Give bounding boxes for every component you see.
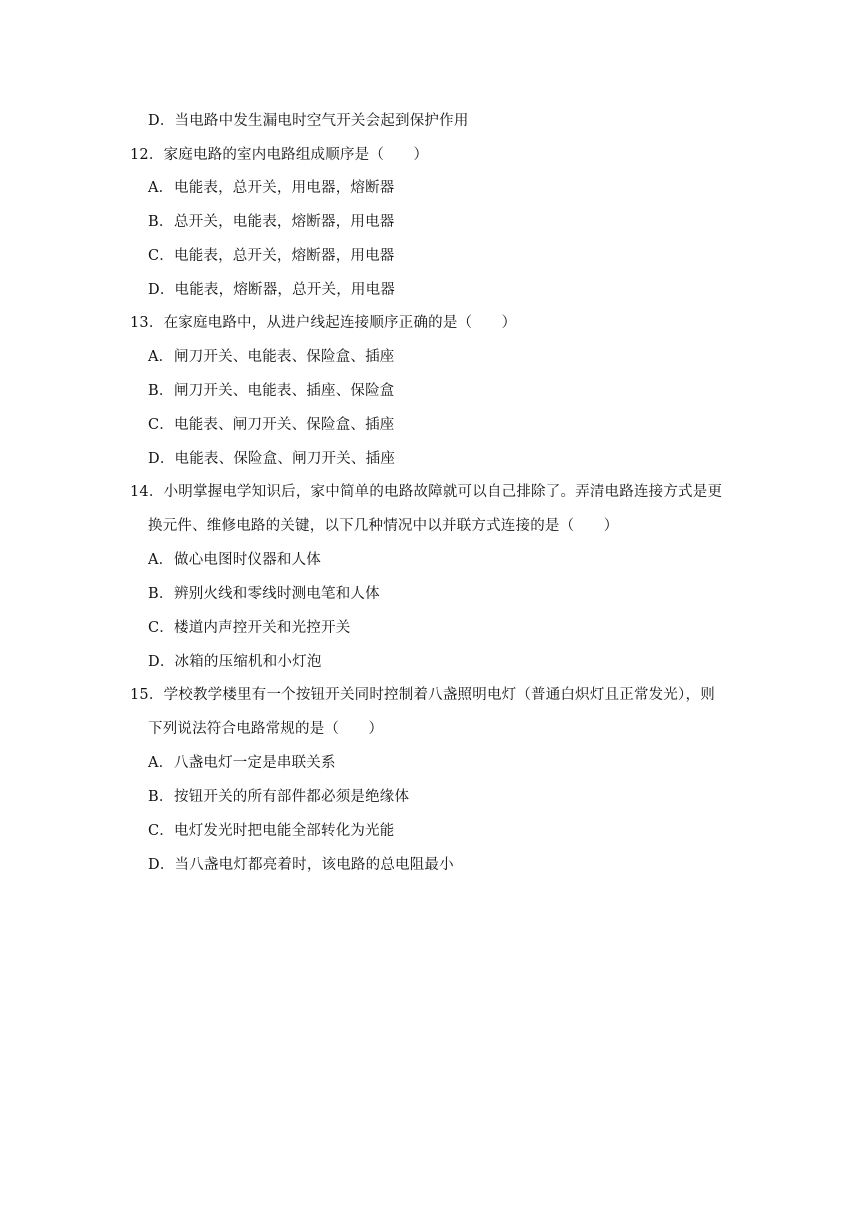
question-12-option-b <box>148 212 395 232</box>
option-letter: D． <box>148 113 175 129</box>
question-text: 换元件、维修电路的关键，以下几种情况中以并联方式连接的是（ ） <box>148 518 619 534</box>
question-number: 13． <box>130 315 164 331</box>
question-number: 15． <box>130 687 164 703</box>
question-text: 小明掌握电学知识后，家中简单的电路故障就可以自己排除了。弄清电路连接方式是更 <box>163 484 723 500</box>
option-letter: A． <box>148 552 174 568</box>
option-text: 电能表、闸刀开关、保险盒、插座 <box>174 417 395 433</box>
option-letter: D． <box>148 857 175 873</box>
question-13-option-a <box>148 347 395 367</box>
option-letter: B． <box>148 789 174 805</box>
question-12-stem <box>130 145 428 165</box>
option-text: 电灯发光时把电能全部转化为光能 <box>174 823 395 839</box>
question-text: 在家庭电路中，从进户线起连接顺序正确的是（ ） <box>163 315 517 331</box>
question-number: 12． <box>130 147 164 163</box>
question-text: 下列说法符合电路常规的是（ ） <box>148 721 384 737</box>
option-text: 做心电图时仪器和人体 <box>174 552 321 568</box>
question-text: 家庭电路的室内电路组成顺序是（ ） <box>163 147 429 163</box>
option-letter: C． <box>148 248 174 264</box>
question-12-option-d <box>148 280 395 300</box>
option-text: 楼道内声控开关和光控开关 <box>174 620 351 636</box>
question-15-option-c <box>148 821 395 841</box>
option-text: 当八盏电灯都亮着时，该电路的总电阻最小 <box>174 857 454 873</box>
option-letter: D． <box>148 451 175 467</box>
option-text: 辨别火线和零线时测电笔和人体 <box>174 586 380 602</box>
option-letter: C． <box>148 823 174 839</box>
option-text: 总开关，电能表，熔断器，用电器 <box>174 214 395 230</box>
question-15-option-d <box>148 855 454 875</box>
question-14-option-a <box>148 550 321 570</box>
question-12-option-a <box>148 178 395 198</box>
option-letter: A． <box>148 180 174 196</box>
option-letter: D． <box>148 282 175 298</box>
option-text: 按钮开关的所有部件都必须是绝缘体 <box>174 789 410 805</box>
option-text: 电能表，熔断器，总开关，用电器 <box>174 282 396 298</box>
question-15-stem-continued <box>148 719 383 739</box>
question-14-option-d <box>148 652 322 672</box>
question-13-option-c <box>148 415 395 435</box>
question-14-stem-continued <box>148 516 618 536</box>
option-letter: B． <box>148 214 174 230</box>
option-letter: B． <box>148 586 174 602</box>
option-text: 八盏电灯一定是串联关系 <box>174 755 336 771</box>
question-14-option-c <box>148 618 350 638</box>
question-15-stem <box>130 685 715 705</box>
option-text: 冰箱的压缩机和小灯泡 <box>174 654 322 670</box>
option-letter: B． <box>148 383 174 399</box>
option-letter: C． <box>148 417 174 433</box>
question-13-stem <box>130 313 516 333</box>
option-text: 当电路中发生漏电时空气开关会起到保护作用 <box>174 113 469 129</box>
question-15-option-a <box>148 753 336 773</box>
question-12-option-c <box>148 246 395 266</box>
question-13-option-b <box>148 381 395 401</box>
question-number: 14． <box>130 484 164 500</box>
question-11-option-d <box>148 111 469 131</box>
option-text: 电能表、保险盒、闸刀开关、插座 <box>174 451 396 467</box>
option-text: 闸刀开关、电能表、保险盒、插座 <box>174 349 395 365</box>
question-14-stem <box>130 482 722 502</box>
question-text: 学校教学楼里有一个按钮开关同时控制着八盏照明电灯（普通白炽灯且正常发光），则 <box>163 687 715 703</box>
question-14-option-b <box>148 584 380 604</box>
option-letter: A． <box>148 349 174 365</box>
option-letter: D． <box>148 654 175 670</box>
option-text: 闸刀开关、电能表、插座、保险盒 <box>174 383 395 399</box>
option-text: 电能表，总开关，熔断器，用电器 <box>174 248 395 264</box>
option-letter: A． <box>148 755 174 771</box>
question-15-option-b <box>148 787 409 807</box>
question-13-option-d <box>148 449 395 469</box>
option-letter: C． <box>148 620 174 636</box>
option-text: 电能表，总开关，用电器，熔断器 <box>174 180 395 196</box>
